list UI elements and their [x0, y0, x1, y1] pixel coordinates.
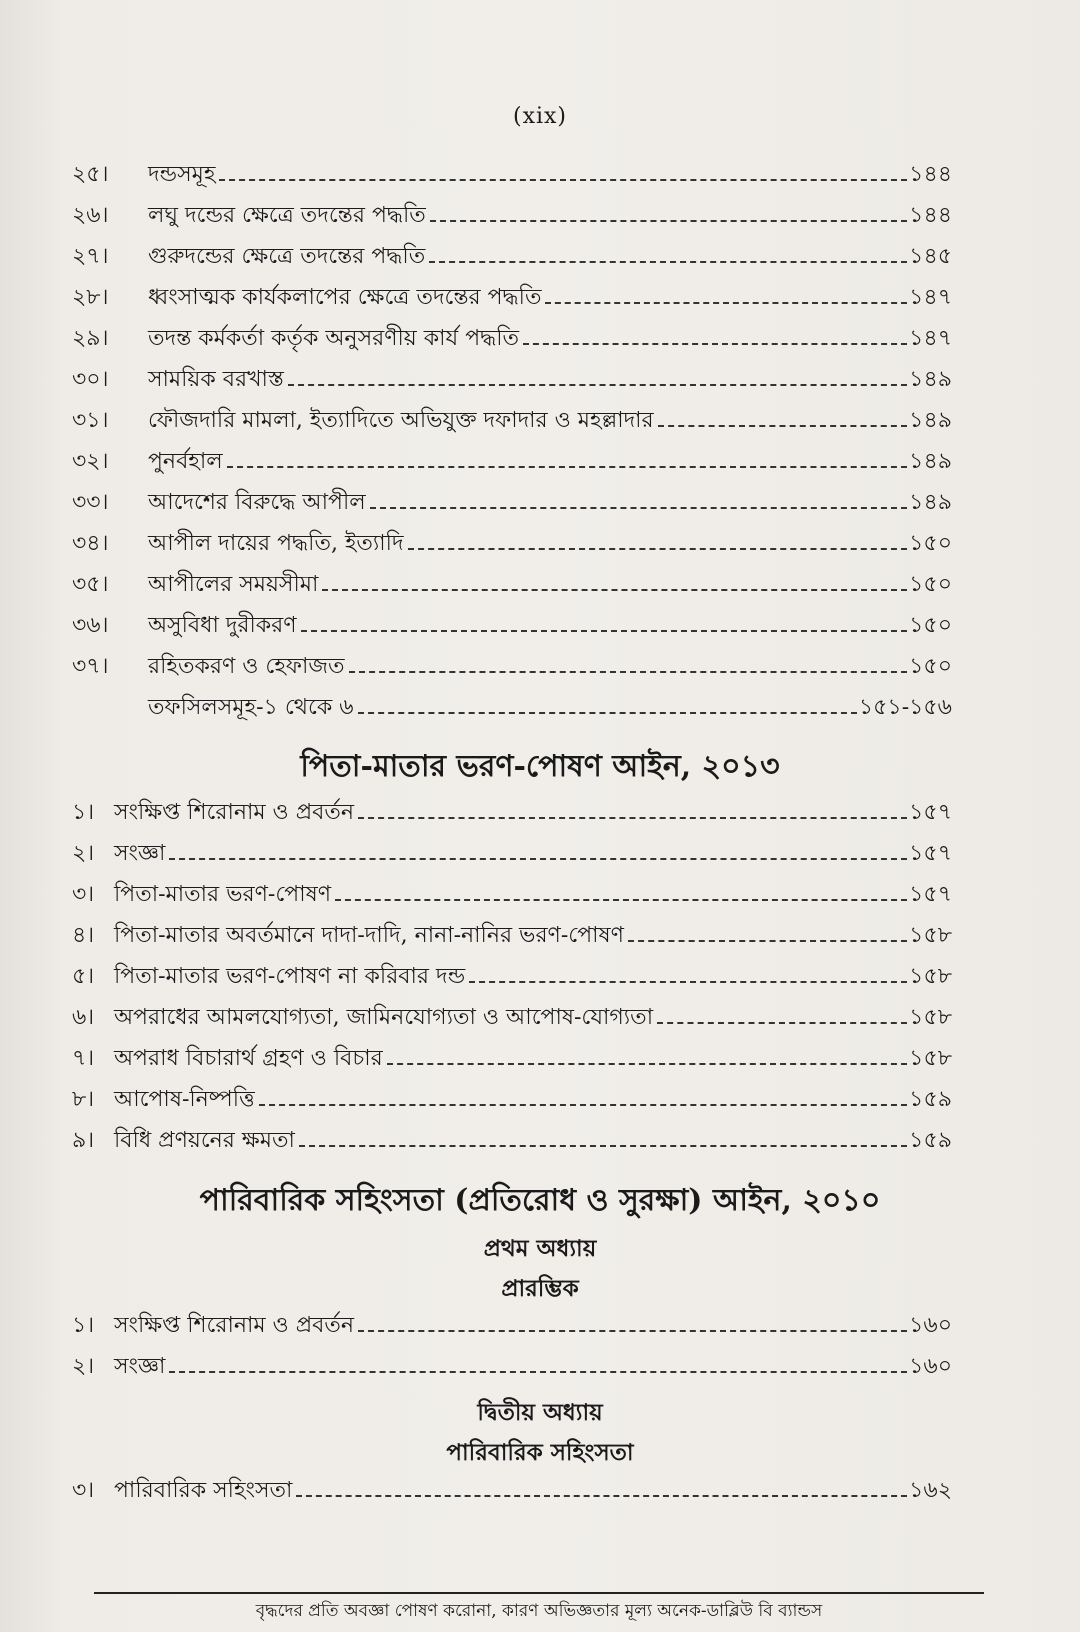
entry-page: ১৬০ — [909, 1354, 952, 1379]
entry-page: ১৪৪ — [909, 162, 952, 187]
leader-dashes — [469, 981, 907, 983]
entry-page: ১৫৭ — [909, 841, 952, 866]
footer-quote: বৃদ্ধদের প্রতি অবজ্ঞা পোষণ করোনা, কারণ অভিজ্ঞতার মূল্য অনেক-ডাব্লিউ বি ব্যান্ডস — [255, 1601, 823, 1621]
leader-dashes — [628, 940, 907, 942]
entry-title: সাময়িক বরখাস্ত — [148, 367, 284, 392]
entry-page: ১৬০ — [909, 1313, 952, 1338]
entry-number: ২৬। — [72, 203, 109, 228]
entry-title: সংক্ষিপ্ত শিরোনাম ও প্রবর্তন — [114, 1313, 355, 1338]
entry-page: ১৫০ — [909, 531, 952, 556]
toc-entry — [72, 1305, 952, 1341]
entry-title: তদন্ত কর্মকর্তা কর্তৃক অনুসরণীয় কার্য পদ্ধতি — [148, 326, 520, 351]
leader-dashes — [358, 712, 857, 714]
leader-dashes — [169, 1371, 907, 1373]
entry-title: ধ্বংসাত্মক কার্যকলাপের ক্ষেত্রে তদন্তের পদ্ধতি — [148, 285, 542, 310]
entry-number: ২৮। — [72, 285, 109, 310]
leader-dashes — [296, 1495, 907, 1497]
toc-entry — [72, 1038, 952, 1074]
entry-page: ১৪৫ — [909, 244, 952, 269]
toc-entry — [72, 482, 952, 518]
entry-number: ২৫। — [72, 162, 109, 187]
entry-number: ৩৩। — [72, 490, 109, 515]
toc-entry — [72, 359, 952, 395]
section-heading-parents-maintenance-act: পিতা-মাতার ভরণ-পোষণ আইন, ২০১৩ — [300, 749, 780, 784]
leader-dashes — [219, 179, 907, 181]
entry-number: ৩০। — [72, 367, 109, 392]
entry-number: ৩২। — [72, 449, 109, 474]
chapter-subtitle: প্রারম্ভিক — [501, 1275, 579, 1302]
toc-entry — [72, 605, 952, 641]
entry-number: ৩৫। — [72, 572, 109, 597]
toc-entry-schedules — [148, 687, 952, 723]
leader-dashes — [259, 1104, 907, 1106]
entry-number: ৭। — [72, 1046, 95, 1071]
chapter-title: দ্বিতীয় অধ্যায় — [477, 1399, 603, 1426]
entry-page: ১৪৯ — [909, 408, 952, 433]
entry-page: ১৪৭ — [909, 326, 952, 351]
entry-number: ২। — [72, 1354, 95, 1379]
entry-title: তফসিলসমূহ-১ থেকে ৬ — [148, 695, 354, 720]
entry-title: পারিবারিক সহিংসতা — [114, 1478, 293, 1503]
entry-title: আদেশের বিরুদ্ধে আপীল — [148, 490, 366, 515]
toc-entry — [72, 646, 952, 682]
entry-title: অপরাধ বিচারার্থ গ্রহণ ও বিচার — [114, 1046, 383, 1071]
section-heading-domestic-violence-act: পারিবারিক সহিংসতা (প্রতিরোধ ও সুরক্ষা) আইন, ২০১০ — [199, 1183, 881, 1218]
chapter-subtitle: পারিবারিক সহিংসতা — [446, 1439, 634, 1466]
entry-title: অসুবিধা দুরীকরণ — [148, 613, 297, 638]
entry-page: ১৪৭ — [909, 285, 952, 310]
entry-title: পিতা-মাতার ভরণ-পোষণ না করিবার দন্ড — [114, 964, 466, 989]
leader-dashes — [429, 261, 907, 263]
entry-title: রহিতকরণ ও হেফাজত — [148, 654, 345, 679]
toc-entry — [72, 874, 952, 910]
entry-number: ৩। — [72, 882, 95, 907]
entry-page: ১৪৪ — [909, 203, 952, 228]
entry-number: ৮। — [72, 1087, 95, 1112]
toc-entry — [72, 523, 952, 559]
toc-entry — [72, 915, 952, 951]
leader-dashes — [657, 1022, 907, 1024]
toc-entry — [72, 833, 952, 869]
entry-number: ৬। — [72, 1005, 95, 1030]
leader-dashes — [299, 1145, 907, 1147]
entry-page: ১৫৯ — [909, 1128, 952, 1153]
chapter-title: প্রথম অধ্যায় — [483, 1235, 597, 1262]
entry-page: ১৫১-১৫৬ — [858, 695, 952, 720]
entry-title: পুনর্বহাল — [148, 449, 223, 474]
entry-title: গুরুদন্ডের ক্ষেত্রে তদন্তের পদ্ধতি — [148, 244, 426, 269]
footer-rule — [94, 1592, 984, 1594]
leader-dashes — [370, 507, 907, 509]
toc-entry — [72, 1079, 952, 1115]
leader-dashes — [169, 858, 907, 860]
toc-entry — [72, 277, 952, 313]
toc-entry — [72, 195, 952, 231]
entry-number: ৫। — [72, 964, 95, 989]
entry-number: ৪। — [72, 923, 95, 948]
entry-page: ১৫০ — [909, 572, 952, 597]
entry-page: ১৫৮ — [909, 964, 952, 989]
entry-number: ২। — [72, 841, 95, 866]
entry-number: ৩৬। — [72, 613, 109, 638]
entry-page: ১৬২ — [909, 1478, 952, 1503]
entry-number: ৩৭। — [72, 654, 109, 679]
entry-title: পিতা-মাতার ভরণ-পোষণ — [114, 882, 332, 907]
entry-title: আপীল দায়ের পদ্ধতি, ইত্যাদি — [148, 531, 404, 556]
leader-dashes — [430, 220, 907, 222]
entry-page: ১৫৮ — [909, 1046, 952, 1071]
leader-dashes — [523, 343, 907, 345]
entry-page: ১৪৯ — [909, 367, 952, 392]
toc-entry — [72, 792, 952, 828]
entry-title: আপীলের সময়সীমা — [148, 572, 319, 597]
entry-page: ১৫০ — [909, 613, 952, 638]
toc-entry — [72, 956, 952, 992]
entry-number: ২৯। — [72, 326, 109, 351]
page-number: (xix) — [512, 104, 568, 129]
leader-dashes — [301, 630, 908, 632]
entry-title: সংক্ষিপ্ত শিরোনাম ও প্রবর্তন — [114, 800, 355, 825]
entry-number: ১। — [72, 800, 95, 825]
leader-dashes — [322, 589, 907, 591]
entry-page: ১৫০ — [909, 654, 952, 679]
entry-page: ১৫৮ — [909, 923, 952, 948]
entry-page: ১৫৭ — [909, 882, 952, 907]
entry-title: দন্ডসমূহ — [148, 162, 216, 187]
entry-page: ১৪৯ — [909, 490, 952, 515]
entry-number: ৩১। — [72, 408, 109, 433]
entry-title: আপোষ-নিষ্পত্তি — [114, 1087, 255, 1112]
entry-page: ১৫৮ — [909, 1005, 952, 1030]
leader-dashes — [288, 384, 907, 386]
toc-entry — [72, 997, 952, 1033]
entry-title: সংজ্ঞা — [114, 841, 166, 866]
toc-entry — [72, 154, 952, 190]
leader-dashes — [335, 899, 907, 901]
entry-title: সংজ্ঞা — [114, 1354, 166, 1379]
leader-dashes — [658, 425, 908, 427]
toc-entry — [72, 318, 952, 354]
toc-entry — [72, 400, 952, 436]
entry-number: ১। — [72, 1313, 95, 1338]
entry-title: ফৌজদারি মামলা, ইত্যাদিতে অভিযুক্ত দফাদার ও মহল্লাদার — [148, 408, 654, 433]
entry-title: অপরাধের আমলযোগ্যতা, জামিনযোগ্যতা ও আপোষ-যোগ্যতা — [114, 1005, 654, 1030]
entry-number: ৩। — [72, 1478, 95, 1503]
entry-number: ২৭। — [72, 244, 109, 269]
entry-title: লঘু দন্ডের ক্ষেত্রে তদন্তের পদ্ধতি — [148, 203, 426, 228]
entry-title: পিতা-মাতার অবর্তমানে দাদা-দাদি, নানা-নানির ভরণ-পোষণ — [114, 923, 624, 948]
entry-page: ১৪৯ — [909, 449, 952, 474]
toc-entry — [72, 441, 952, 477]
entry-page: ১৫৭ — [909, 800, 952, 825]
entry-title: বিধি প্রণয়নের ক্ষমতা — [114, 1128, 295, 1153]
leader-dashes — [349, 671, 908, 673]
leader-dashes — [358, 1330, 907, 1332]
entry-number: ৩৪। — [72, 531, 109, 556]
entry-number: ৯। — [72, 1128, 95, 1153]
entry-page: ১৫৯ — [909, 1087, 952, 1112]
leader-dashes — [387, 1063, 907, 1065]
toc-entry — [72, 236, 952, 272]
toc-entry — [72, 1470, 952, 1506]
leader-dashes — [545, 302, 907, 304]
leader-dashes — [408, 548, 908, 550]
leader-dashes — [358, 817, 907, 819]
leader-dashes — [227, 466, 908, 468]
toc-entry — [72, 1120, 952, 1156]
toc-entry — [72, 564, 952, 600]
toc-entry — [72, 1346, 952, 1382]
